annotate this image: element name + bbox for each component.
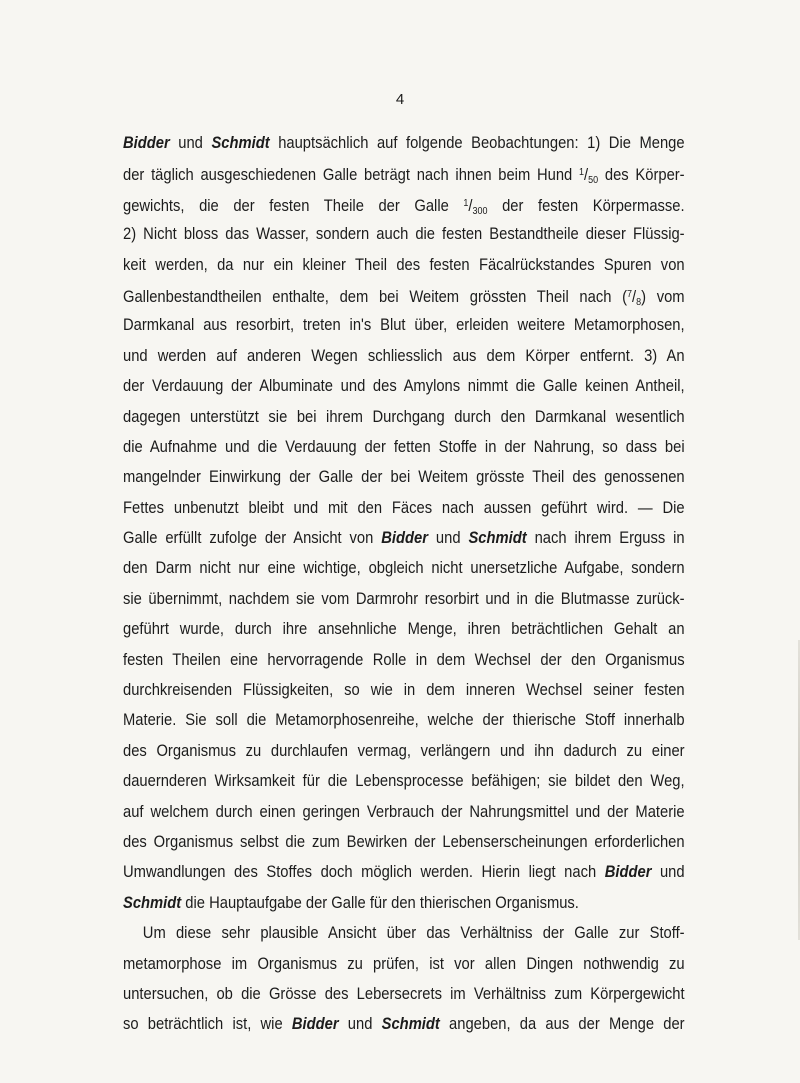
text-run: und werden auf anderen Wegen schliesslich aus dem Körper entfernt. 3) An	[123, 346, 685, 365]
text-run: gewichts, die der festen Theile der Galle	[123, 196, 464, 215]
text-run: die Aufnahme und die Verdauung der fetten Stoffe in der Nahrung, so dass bei	[123, 437, 685, 456]
author-name: Schmidt	[381, 1015, 440, 1034]
text-line	[123, 979, 685, 1009]
text-line	[123, 371, 685, 401]
text-line	[123, 584, 685, 614]
text-line	[123, 797, 685, 827]
text-line	[123, 766, 685, 796]
text-run: 2) Nicht bloss das Wasser, sondern auch die festen Bestandtheile dieser Flüssig-	[123, 225, 685, 244]
author-name: Bidder	[381, 529, 428, 548]
fraction-numerator: 1	[579, 167, 585, 179]
fraction	[579, 166, 599, 187]
author-name: Schmidt	[211, 134, 270, 152]
text-line	[123, 827, 685, 857]
text-run: Galle erfüllt zufolge der Ansicht von	[123, 529, 382, 548]
text-line	[123, 949, 685, 979]
text-run: hauptsächlich auf folgende Beobachtungen: 1) Die Menge	[269, 134, 685, 152]
fraction-slash: /	[468, 196, 473, 215]
author-name: Schmidt	[123, 893, 182, 912]
fraction-slash: /	[584, 166, 589, 185]
text-run: Um diese sehr plausible Ansicht über das Verhältniss der Galle zur Stoff-	[142, 924, 685, 943]
text-run: so beträchtlich ist, wie	[123, 1015, 292, 1034]
fraction-denominator: 300	[472, 205, 488, 217]
text-line	[123, 128, 685, 158]
text-line	[123, 675, 685, 705]
text-line	[123, 918, 685, 948]
text-run: des Organismus zu durchlaufen vermag, verlängern und ihn dadurch zu einer	[123, 741, 685, 760]
body-text	[123, 128, 685, 1040]
fraction-denominator: 50	[588, 175, 599, 187]
text-run: und	[427, 529, 469, 548]
text-run: Umwandlungen des Stoffes doch möglich werden. Hierin liegt nach	[123, 863, 605, 882]
text-line	[123, 705, 685, 735]
author-name: Bidder	[604, 863, 652, 882]
text-run: festen Theilen eine hervorragende Rolle in dem Wechsel der den Organismus	[123, 650, 685, 669]
text-line	[123, 523, 685, 553]
text-line	[123, 888, 685, 918]
text-run: untersuchen, ob die Grösse des Lebersecrets im Verhältniss zum Körpergewicht	[123, 984, 685, 1003]
text-run: Darmkanal aus resorbirt, treten in's Blut über, erleiden weitere Metamorphosen,	[123, 316, 685, 335]
text-line	[123, 250, 685, 280]
text-line	[123, 402, 685, 432]
text-line	[123, 280, 685, 310]
text-run: keit werden, da nur ein kleiner Theil des festen Fäcalrückstandes Spuren von	[123, 255, 685, 274]
text-run: Materie. Sie soll die Metamorphosenreihe, welche der thierische Stoff innerhalb	[123, 711, 685, 730]
text-line	[123, 219, 685, 249]
text-run: Gallenbestandtheilen enthalte, dem bei Weitem grössten Theil nach (	[123, 287, 627, 306]
text-line	[123, 432, 685, 462]
text-run: und	[169, 134, 212, 152]
text-run: auf welchem durch einen geringen Verbrauch der Nahrungsmittel und der Materie	[123, 802, 685, 821]
text-run: mangelnder Einwirkung der Galle der bei Weitem grösste Theil des genossenen	[123, 468, 685, 487]
author-name: Schmidt	[468, 529, 527, 548]
text-run: angeben, da aus der Menge der	[439, 1015, 685, 1034]
text-run: der Verdauung der Albuminate und des Amylons nimmt die Galle keinen Antheil,	[123, 377, 685, 396]
text-line	[123, 189, 685, 219]
author-name: Bidder	[123, 134, 170, 152]
text-run: den Darm nicht nur eine wichtige, obgleich nicht unersetzliche Aufgabe, sondern	[123, 559, 685, 578]
fraction-numerator: 1	[463, 197, 469, 209]
author-name: Bidder	[291, 1015, 339, 1034]
fraction	[463, 197, 487, 215]
text-run: sie übernimmt, nachdem sie vom Darmrohr resorbirt und in die Blutmasse zurück-	[123, 589, 685, 608]
text-run: und	[338, 1015, 382, 1034]
text-line	[123, 158, 685, 188]
text-run: der täglich ausgeschiedenen Galle beträgt nach ihnen beim Hund	[123, 166, 580, 185]
text-line	[123, 493, 685, 523]
text-line	[123, 645, 685, 675]
fraction-denominator: 8	[636, 296, 642, 308]
text-run: Fettes unbenutzt bleibt und mit den Fäces nach aussen geführt wird. — Die	[123, 498, 685, 517]
fraction	[627, 288, 641, 306]
text-run: metamorphose im Organismus zu prüfen, ist vor allen Dingen nothwendig zu	[123, 954, 685, 973]
text-run: ) vom	[641, 287, 685, 306]
text-line	[123, 341, 685, 371]
text-run: des Organismus selbst die zum Bewirken der Lebenserscheinungen erforderlichen	[123, 832, 685, 851]
text-line	[123, 462, 685, 492]
text-line	[123, 857, 685, 887]
text-run: geführt wurde, durch ihre ansehnliche Menge, ihren beträchtlichen Gehalt an	[123, 620, 685, 639]
text-line	[123, 310, 685, 340]
fraction-slash: /	[632, 287, 637, 306]
text-line	[123, 736, 685, 766]
text-run: dauernderen Wirksamkeit für die Lebensprocesse befähigen; sie bildet den Weg,	[123, 772, 685, 791]
text-line	[123, 614, 685, 644]
text-run: nach ihrem Erguss in	[526, 529, 685, 548]
text-run: des Körper-	[598, 166, 685, 185]
fraction-numerator: 7	[627, 288, 633, 300]
text-run: der festen Körpermasse.	[487, 196, 685, 215]
text-line	[123, 1009, 685, 1039]
text-run: und	[651, 863, 685, 882]
text-run: die Hauptaufgabe der Galle für den thierischen Organismus.	[181, 893, 579, 912]
text-run: durchkreisenden Flüssigkeiten, so wie in dem inneren Wechsel seiner festen	[123, 681, 685, 700]
text-line	[123, 553, 685, 583]
page-number: 4	[395, 91, 405, 108]
text-run: dagegen unterstützt sie bei ihrem Durchgang durch den Darmkanal wesentlich	[123, 407, 685, 426]
